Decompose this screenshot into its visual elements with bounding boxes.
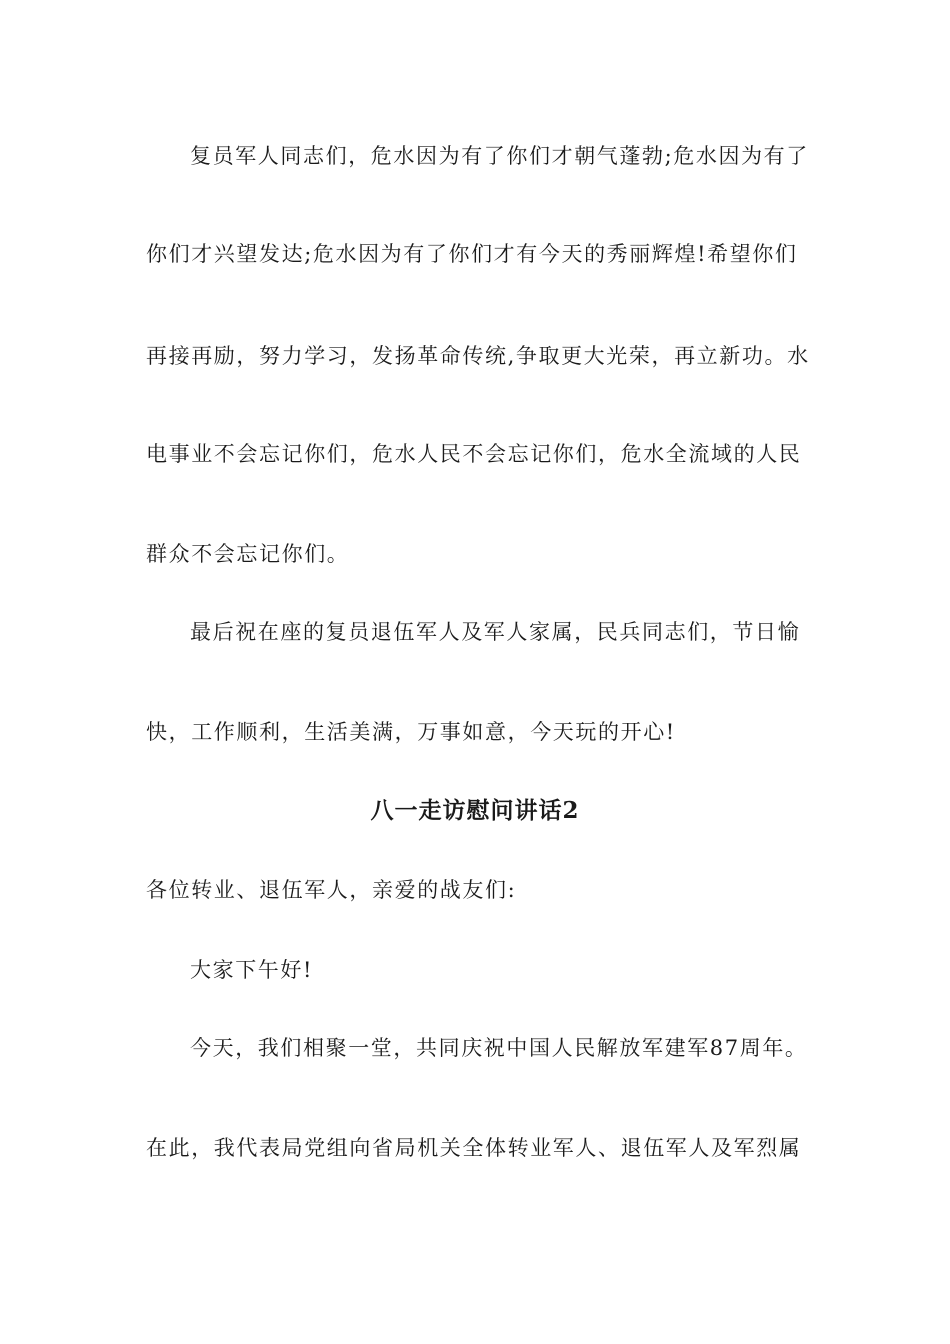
paragraph-1-line-3: 再接再励，努力学习，发扬革命传统,争取更大光荣，再立新功。水 — [146, 344, 810, 368]
paragraph-2-line-2: 快，工作顺利，生活美满，万事如意，今天玩的开心! — [146, 720, 676, 744]
paragraph-1-line-4: 电事业不会忘记你们，危水人民不会忘记你们，危水全流域的人民 — [146, 442, 802, 466]
greeting: 大家下午好! — [190, 958, 314, 982]
paragraph-1-line-1: 复员军人同志们，危水因为有了你们才朝气蓬勃;危水因为有了 — [190, 144, 809, 168]
paragraph-1-line-2: 你们才兴望发达;危水因为有了你们才有今天的秀丽辉煌!希望你们 — [146, 242, 798, 266]
paragraph-1-line-5: 群众不会忘记你们。 — [146, 542, 350, 566]
section-title: 八一走访慰问讲话2 — [370, 797, 580, 824]
paragraph-2-line-1: 最后祝在座的复员退伍军人及军人家属，民兵同志们，节日愉 — [190, 620, 801, 644]
paragraph-3-line-2: 在此，我代表局党组向省局机关全体转业军人、退伍军人及军烈属 — [146, 1136, 802, 1160]
paragraph-3-line-1: 今天，我们相聚一堂，共同庆祝中国人民解放军建军87周年。 — [190, 1036, 808, 1060]
salutation: 各位转业、退伍军人，亲爱的战友们: — [146, 878, 517, 902]
